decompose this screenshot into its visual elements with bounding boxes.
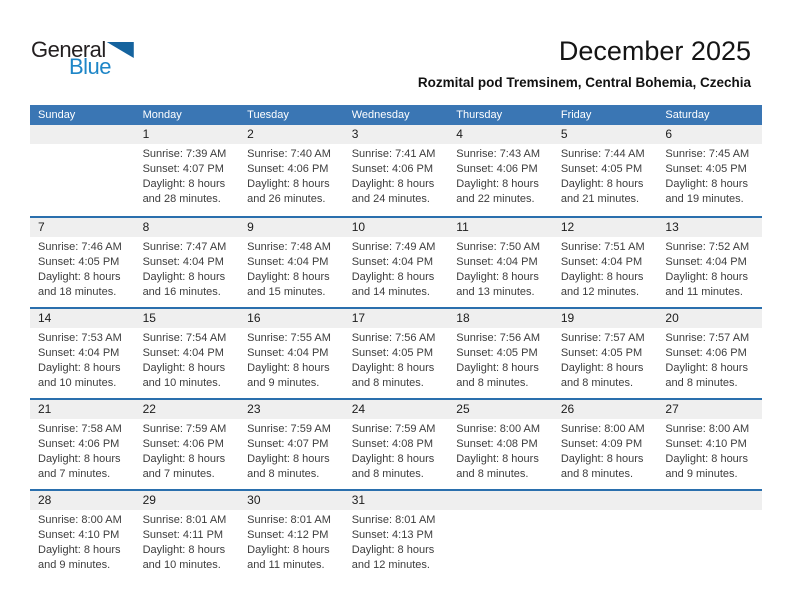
cell-line: Daylight: 8 hours <box>456 362 539 374</box>
cell-details <box>448 419 553 482</box>
calendar-cell <box>553 309 658 398</box>
date-number: 7 <box>30 218 135 237</box>
day-header-row <box>30 105 762 125</box>
cell-details <box>239 237 344 300</box>
calendar-cell <box>344 218 449 307</box>
cell-details <box>344 328 449 391</box>
calendar-cell <box>239 400 344 489</box>
calendar-cell <box>657 400 762 489</box>
calendar-cell <box>135 400 240 489</box>
cell-line: Sunrise: 7:51 AM <box>560 241 645 253</box>
cell-details <box>344 510 449 573</box>
cell-line: Daylight: 8 hours <box>247 544 330 556</box>
cell-line: Daylight: 8 hours <box>142 271 226 283</box>
calendar-cell <box>135 125 240 216</box>
cell-line: Sunset: 4:10 PM <box>38 529 120 541</box>
calendar-cell <box>239 218 344 307</box>
date-number: 26 <box>553 400 658 419</box>
calendar-cell <box>30 400 135 489</box>
cell-line: Sunrise: 7:49 AM <box>351 241 436 253</box>
cell-line: Sunrise: 7:56 AM <box>456 332 541 344</box>
cell-line: Sunset: 4:05 PM <box>560 163 643 175</box>
cell-line: Sunset: 4:04 PM <box>665 256 747 268</box>
cell-details <box>553 419 658 482</box>
calendar-cell <box>448 125 553 216</box>
cell-details <box>30 328 135 391</box>
cell-line: Sunset: 4:04 PM <box>247 347 329 359</box>
day-header-monday: Monday <box>142 109 182 121</box>
cell-details <box>135 419 240 482</box>
date-number: 9 <box>239 218 344 237</box>
cell-line: and 8 minutes. <box>560 377 633 389</box>
date-number: 27 <box>657 400 762 419</box>
day-header-saturday: Saturday <box>665 109 710 121</box>
cell-line: Sunset: 4:08 PM <box>351 438 434 450</box>
cell-line: Sunset: 4:12 PM <box>247 529 329 541</box>
cell-line: and 10 minutes. <box>142 559 221 571</box>
cell-line: Sunrise: 7:54 AM <box>142 332 227 344</box>
location-subtitle: Rozmital pod Tremsinem, Central Bohemia, Czechia <box>417 75 751 90</box>
week-row <box>30 216 762 307</box>
date-number: 20 <box>657 309 762 328</box>
cell-line: Sunset: 4:06 PM <box>142 438 224 450</box>
cell-line: and 11 minutes. <box>665 286 743 298</box>
cell-details <box>448 237 553 300</box>
logo-text-blue: Blue <box>69 54 112 79</box>
cell-line: Sunset: 4:04 PM <box>560 256 643 268</box>
date-number: 3 <box>344 125 449 144</box>
cell-details <box>30 144 135 147</box>
day-header-wednesday: Wednesday <box>351 109 410 121</box>
cell-line: Sunrise: 7:57 AM <box>560 332 645 344</box>
cell-line: and 12 minutes. <box>560 286 640 298</box>
cell-line: Daylight: 8 hours <box>142 453 226 465</box>
cell-line: Sunrise: 7:45 AM <box>665 148 750 160</box>
date-number: 19 <box>553 309 658 328</box>
cell-details <box>344 144 449 207</box>
cell-line: Daylight: 8 hours <box>560 178 644 190</box>
date-number: 22 <box>135 400 240 419</box>
cell-line: Sunset: 4:09 PM <box>560 438 643 450</box>
page-title: December 2025 <box>558 36 751 66</box>
cell-line: Sunset: 4:06 PM <box>665 347 747 359</box>
cell-line: and 10 minutes. <box>142 377 221 389</box>
cell-line: Sunrise: 7:55 AM <box>247 332 331 344</box>
cell-line: Sunrise: 8:00 AM <box>38 514 122 526</box>
cell-details <box>448 144 553 207</box>
date-number: 17 <box>344 309 449 328</box>
cell-line: Sunrise: 8:01 AM <box>142 514 227 526</box>
cell-line: and 9 minutes. <box>247 377 320 389</box>
cell-line: Sunset: 4:10 PM <box>665 438 747 450</box>
cell-line: Sunrise: 7:39 AM <box>142 148 227 160</box>
cell-line: Sunrise: 7:56 AM <box>351 332 436 344</box>
date-number: 11 <box>448 218 553 237</box>
cell-line: and 8 minutes. <box>665 377 738 389</box>
cell-line: and 14 minutes. <box>351 286 430 298</box>
cell-line: Daylight: 8 hours <box>38 453 121 465</box>
cell-line: Sunset: 4:06 PM <box>38 438 120 450</box>
calendar-cell <box>448 400 553 489</box>
cell-line: and 24 minutes. <box>351 193 430 205</box>
cell-line: Sunset: 4:04 PM <box>142 256 224 268</box>
cell-line: Sunset: 4:04 PM <box>142 347 224 359</box>
date-number: 31 <box>344 491 449 510</box>
cell-line: and 8 minutes. <box>351 377 424 389</box>
date-number <box>448 491 553 510</box>
date-number: 6 <box>657 125 762 144</box>
logo-text-general: General <box>31 37 106 62</box>
day-header-sunday: Sunday <box>38 109 76 121</box>
cell-details <box>239 328 344 391</box>
cell-line: and 7 minutes. <box>38 468 111 480</box>
cell-line: Daylight: 8 hours <box>560 362 644 374</box>
cell-details <box>344 237 449 300</box>
cell-line: Sunrise: 8:00 AM <box>560 423 645 435</box>
cell-line: Sunset: 4:05 PM <box>560 347 643 359</box>
cell-line: Daylight: 8 hours <box>560 453 644 465</box>
cell-line: Sunset: 4:06 PM <box>247 163 329 175</box>
week-row <box>30 125 762 216</box>
day-header-thursday: Thursday <box>456 109 503 121</box>
cell-details <box>344 419 449 482</box>
cell-line: and 8 minutes. <box>247 468 320 480</box>
cell-details <box>553 328 658 391</box>
cell-line: Sunset: 4:04 PM <box>38 347 120 359</box>
calendar-cell <box>344 125 449 216</box>
cell-line: Daylight: 8 hours <box>38 271 121 283</box>
cell-line: Sunrise: 8:00 AM <box>665 423 750 435</box>
cell-line: Daylight: 8 hours <box>351 271 435 283</box>
cell-line: and 7 minutes. <box>142 468 215 480</box>
cell-line: Daylight: 8 hours <box>456 178 539 190</box>
date-number <box>553 491 658 510</box>
cell-line: Sunrise: 7:44 AM <box>560 148 645 160</box>
date-number: 2 <box>239 125 344 144</box>
week-row <box>30 307 762 398</box>
calendar-cell <box>239 491 344 580</box>
cell-line: Daylight: 8 hours <box>247 178 330 190</box>
calendar-cell <box>135 309 240 398</box>
cell-line: and 13 minutes. <box>456 286 535 298</box>
date-number: 28 <box>30 491 135 510</box>
calendar-cell <box>553 218 658 307</box>
calendar-cell <box>30 309 135 398</box>
cell-line: Sunrise: 8:00 AM <box>456 423 541 435</box>
cell-line: Sunrise: 7:50 AM <box>456 241 541 253</box>
cell-line: Sunset: 4:05 PM <box>38 256 120 268</box>
calendar-cell <box>657 491 762 580</box>
cell-line: Sunset: 4:07 PM <box>247 438 329 450</box>
date-number <box>657 491 762 510</box>
cell-details <box>553 144 658 207</box>
cell-line: Daylight: 8 hours <box>456 453 539 465</box>
calendar-cell <box>553 491 658 580</box>
cell-details <box>657 144 762 207</box>
cell-line: Sunset: 4:04 PM <box>351 256 434 268</box>
cell-details <box>30 419 135 482</box>
week-row <box>30 398 762 489</box>
cell-line: Daylight: 8 hours <box>247 362 330 374</box>
cell-line: and 21 minutes. <box>560 193 640 205</box>
date-number: 16 <box>239 309 344 328</box>
cell-line: and 9 minutes. <box>665 468 738 480</box>
date-number: 1 <box>135 125 240 144</box>
cell-line: Sunrise: 7:52 AM <box>665 241 750 253</box>
cell-line: and 10 minutes. <box>38 377 117 389</box>
cell-line: Daylight: 8 hours <box>142 544 226 556</box>
calendar-cell <box>30 218 135 307</box>
cell-details <box>553 237 658 300</box>
cell-line: Sunset: 4:04 PM <box>247 256 329 268</box>
cell-details <box>553 510 658 513</box>
date-number: 4 <box>448 125 553 144</box>
cell-line: and 28 minutes. <box>142 193 221 205</box>
cell-line: and 15 minutes. <box>247 286 326 298</box>
cell-line: Sunrise: 8:01 AM <box>247 514 331 526</box>
cell-line: Daylight: 8 hours <box>351 453 435 465</box>
date-number: 12 <box>553 218 658 237</box>
cell-line: Sunrise: 7:58 AM <box>38 423 122 435</box>
cell-line: and 8 minutes. <box>351 468 424 480</box>
cell-line: Daylight: 8 hours <box>665 453 748 465</box>
cell-line: Daylight: 8 hours <box>665 271 748 283</box>
cell-line: and 9 minutes. <box>38 559 111 571</box>
cell-line: Sunrise: 7:59 AM <box>351 423 436 435</box>
cell-line: Sunset: 4:11 PM <box>142 529 224 541</box>
cell-line: Sunrise: 7:40 AM <box>247 148 331 160</box>
cell-details <box>657 419 762 482</box>
cell-line: and 19 minutes. <box>665 193 744 205</box>
cell-line: and 18 minutes. <box>38 286 117 298</box>
cell-line: and 8 minutes. <box>560 468 633 480</box>
cell-line: Daylight: 8 hours <box>560 271 644 283</box>
cell-line: Sunrise: 7:59 AM <box>247 423 331 435</box>
cell-line: Sunset: 4:06 PM <box>456 163 538 175</box>
cell-line: and 11 minutes. <box>247 559 325 571</box>
week-row <box>30 489 762 580</box>
cell-details <box>448 328 553 391</box>
calendar-cell <box>657 125 762 216</box>
date-number: 18 <box>448 309 553 328</box>
calendar-weeks <box>30 125 762 580</box>
cell-line: Sunset: 4:05 PM <box>351 347 434 359</box>
cell-line: Daylight: 8 hours <box>142 178 226 190</box>
cell-details <box>135 237 240 300</box>
cell-details <box>657 328 762 391</box>
cell-details <box>239 144 344 207</box>
date-number: 8 <box>135 218 240 237</box>
cell-line: Sunrise: 7:53 AM <box>38 332 122 344</box>
day-header-tuesday: Tuesday <box>247 109 289 121</box>
cell-line: and 26 minutes. <box>247 193 326 205</box>
cell-details <box>239 419 344 482</box>
cell-details <box>30 510 135 573</box>
cell-line: Sunrise: 7:59 AM <box>142 423 227 435</box>
calendar-table <box>30 105 762 580</box>
cell-line: Sunset: 4:05 PM <box>665 163 747 175</box>
calendar-cell <box>239 125 344 216</box>
date-number: 23 <box>239 400 344 419</box>
date-number: 13 <box>657 218 762 237</box>
date-number: 24 <box>344 400 449 419</box>
date-number: 15 <box>135 309 240 328</box>
cell-line: Daylight: 8 hours <box>247 453 330 465</box>
cell-line: and 22 minutes. <box>456 193 535 205</box>
cell-line: Daylight: 8 hours <box>38 362 121 374</box>
cell-line: and 12 minutes. <box>351 559 430 571</box>
cell-line: Daylight: 8 hours <box>38 544 121 556</box>
cell-line: Daylight: 8 hours <box>456 271 539 283</box>
calendar-cell <box>30 491 135 580</box>
calendar-cell <box>553 125 658 216</box>
cell-line: and 16 minutes. <box>142 286 221 298</box>
calendar-cell <box>448 491 553 580</box>
cell-line: Sunset: 4:04 PM <box>456 256 538 268</box>
cell-line: Sunset: 4:13 PM <box>351 529 434 541</box>
cell-line: Sunrise: 7:48 AM <box>247 241 331 253</box>
cell-line: Daylight: 8 hours <box>247 271 330 283</box>
cell-details <box>30 237 135 300</box>
cell-line: Sunrise: 7:57 AM <box>665 332 750 344</box>
day-header-friday: Friday <box>560 109 592 121</box>
title-block <box>418 36 751 90</box>
calendar-cell <box>239 309 344 398</box>
date-number: 5 <box>553 125 658 144</box>
calendar-cell <box>448 309 553 398</box>
cell-line: Daylight: 8 hours <box>351 178 435 190</box>
cell-details <box>239 510 344 573</box>
cell-line: Daylight: 8 hours <box>142 362 226 374</box>
cell-line: Daylight: 8 hours <box>351 362 435 374</box>
date-number: 10 <box>344 218 449 237</box>
cell-line: Sunrise: 7:47 AM <box>142 241 227 253</box>
general-blue-logo <box>31 39 134 77</box>
cell-line: Sunrise: 8:01 AM <box>351 514 436 526</box>
cell-line: Sunrise: 7:43 AM <box>456 148 541 160</box>
date-number <box>30 125 135 144</box>
calendar-cell <box>344 309 449 398</box>
calendar-cell <box>344 400 449 489</box>
date-number: 21 <box>30 400 135 419</box>
calendar-cell <box>344 491 449 580</box>
calendar-cell <box>135 218 240 307</box>
calendar-cell <box>448 218 553 307</box>
cell-details <box>135 144 240 207</box>
cell-line: Daylight: 8 hours <box>665 178 748 190</box>
date-number: 29 <box>135 491 240 510</box>
calendar-cell <box>30 125 135 216</box>
cell-line: and 8 minutes. <box>456 377 529 389</box>
calendar-cell <box>657 309 762 398</box>
date-number: 30 <box>239 491 344 510</box>
cell-line: Sunset: 4:08 PM <box>456 438 538 450</box>
calendar-cell <box>553 400 658 489</box>
cell-line: Sunset: 4:05 PM <box>456 347 538 359</box>
cell-line: Sunrise: 7:46 AM <box>38 241 122 253</box>
cell-line: Sunrise: 7:41 AM <box>351 148 436 160</box>
cell-details <box>657 237 762 300</box>
calendar-cell <box>135 491 240 580</box>
date-number: 25 <box>448 400 553 419</box>
cell-details <box>657 510 762 513</box>
cell-line: Daylight: 8 hours <box>665 362 748 374</box>
cell-details <box>448 510 553 513</box>
cell-line: Daylight: 8 hours <box>351 544 435 556</box>
calendar-cell <box>657 218 762 307</box>
cell-line: Sunset: 4:06 PM <box>351 163 434 175</box>
cell-line: Sunset: 4:07 PM <box>142 163 224 175</box>
date-number: 14 <box>30 309 135 328</box>
cell-details <box>135 510 240 573</box>
cell-details <box>135 328 240 391</box>
cell-line: and 8 minutes. <box>456 468 529 480</box>
